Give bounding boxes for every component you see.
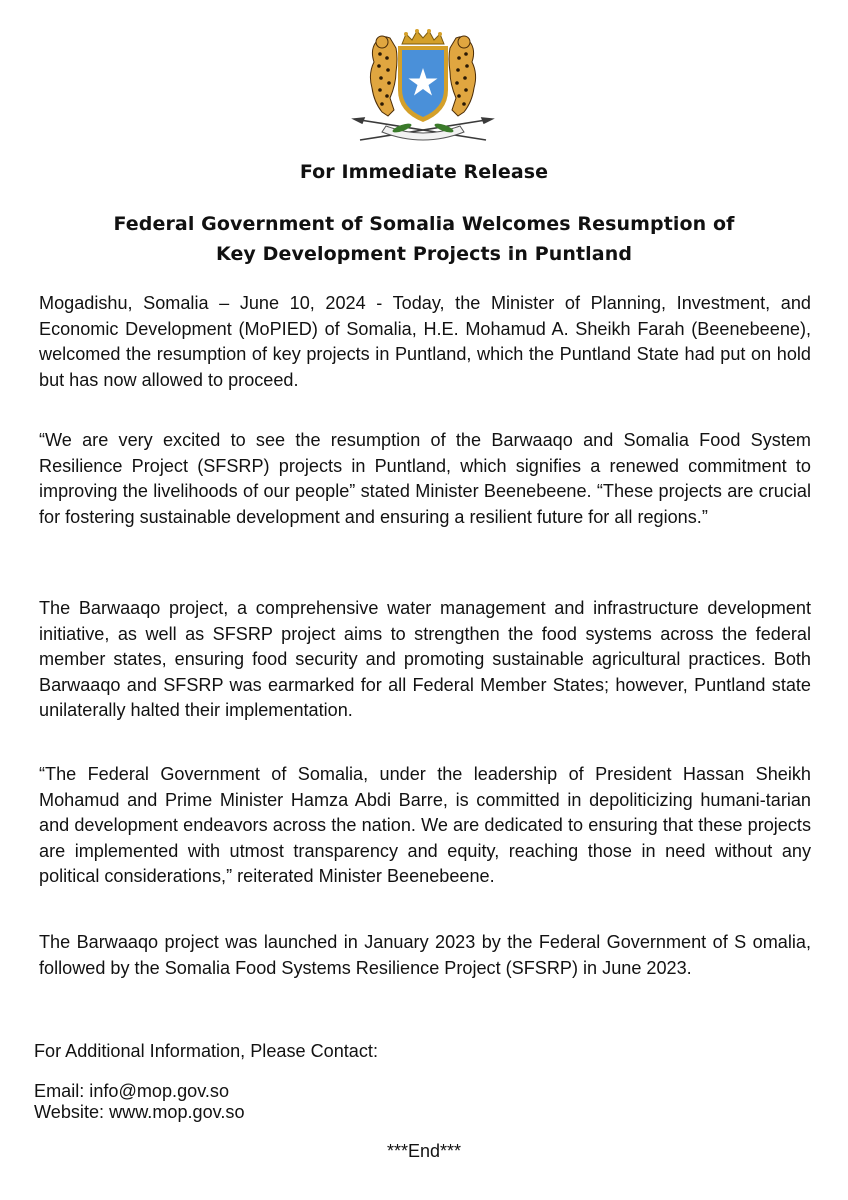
crown-icon <box>402 29 444 44</box>
page-title <box>0 209 848 269</box>
paragraph-3: The Barwaaqo project, a comprehensive water management and infrastructure development initiative, as well as SFSRP project aims to strengthen the food systems across the federal member states, ensuring food security and promoting sustainable agricultural practices. Both Barwaaqo and SFSRP was earmarked for all Federal Member States; however, Puntland state unilaterally halted their implementation. <box>39 598 811 721</box>
ribbon-icon <box>382 126 464 140</box>
right-leopard-icon <box>449 36 476 116</box>
paragraph-1: Mogadishu, Somalia – June 10, 2024 - Today, the Minister of Planning, Investment, and Economic Development (MoPIED) of Somalia, H.E. Mohamud A. Sheikh Farah (Beenebeene), welcomed the resumption of key projects in Puntland, which the Puntland State had put on hold but has now allowed to proceed. <box>39 293 811 390</box>
paragraph-5: The Barwaaqo project was launched in January 2023 by the Federal Government of S omalia, followed by the Somalia Food Systems Resilience Project (SFSRP) in June 2023. <box>39 932 811 978</box>
contact-heading: For Additional Information, Please Contact: <box>34 1041 378 1061</box>
contact-website: Website: www.mop.gov.so <box>34 1102 245 1122</box>
paragraph-2: “We are very excited to see the resumption of the Barwaaqo and Somalia Food System Resilience Project (SFSRP) projects in Puntland, which signifies a renewed commitment to improving the livelihoods of our people” stated Minister Beenebeene. “These projects are crucial for fostering sustainable development and ensuring a resilient future for all regions.” <box>39 430 811 527</box>
title-line-1: Federal Government of Somalia Welcomes Resumption of <box>113 213 735 235</box>
left-leopard-icon <box>370 36 397 116</box>
paragraph-4: “The Federal Government of Somalia, under the leadership of President Hassan Sheikh Mohamud and Prime Minister Hamza Abdi Barre, is committed in depoliticizing humani-tarian and development endeavors across the nation. We are dedicated to ensuring that these projects are implemented with utmost transparency and equity, reaching those in need without any political considerations,” reiterated Minister Beenebeene. <box>39 764 811 887</box>
shield-icon <box>398 46 448 122</box>
end-mark: ***End*** <box>386 1141 462 1161</box>
somalia-coat-of-arms <box>350 28 496 146</box>
release-label: For Immediate Release <box>299 161 549 183</box>
contact-details <box>34 1081 245 1123</box>
contact-email: Email: info@mop.gov.so <box>34 1081 230 1101</box>
title-line-2: Key Development Projects in Puntland <box>215 243 633 265</box>
